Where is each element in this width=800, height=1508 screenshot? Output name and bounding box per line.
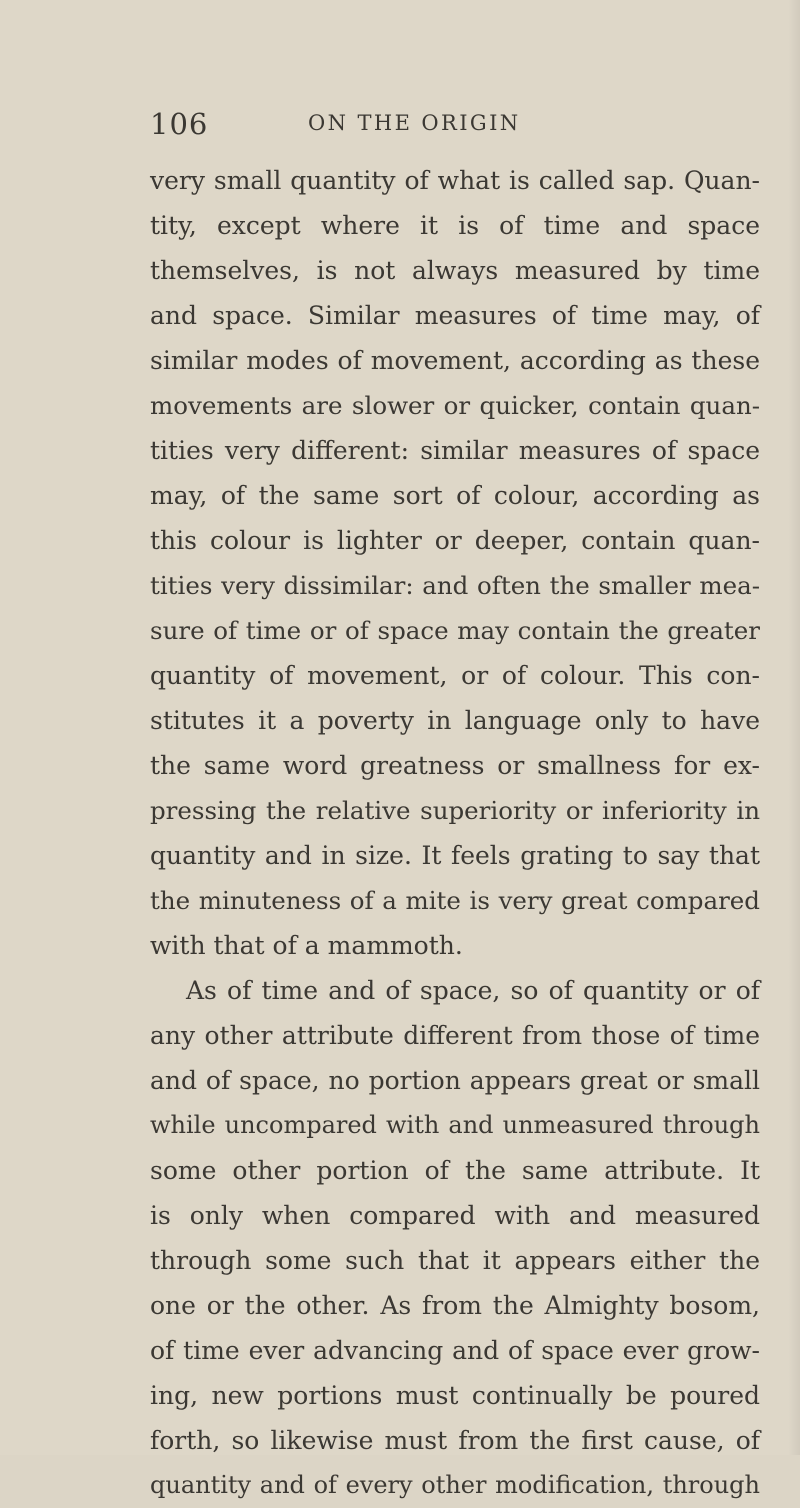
text-line: similar modes of movement, according as these (150, 346, 760, 375)
text-line: tities very dissimilar: and often the smaller mea- (150, 571, 760, 600)
running-head (150, 107, 760, 147)
page-edge-shadow (788, 0, 800, 1455)
text-line: is only when compared with and measured (150, 1201, 760, 1230)
text-line: any other attribute different from those of time (150, 1021, 760, 1050)
text-line: tity, except where it is of time and space (150, 211, 760, 240)
text-line: forth, so likewise must from the first cause, of (150, 1426, 760, 1455)
text-line: quantity and in size. It feels grating to say that (150, 841, 760, 870)
text-line: one or the other. As from the Almighty bosom, (150, 1291, 760, 1320)
text-line: movements are slower or quicker, contain quan- (150, 391, 760, 420)
text-line: and space. Similar measures of time may, of (150, 301, 760, 330)
text-line: very small quantity of what is called sap. Quan- (150, 166, 760, 195)
text-line: and of space, no portion appears great or small (150, 1066, 760, 1095)
text-line: the minuteness of a mite is very great compared (150, 886, 760, 915)
page-number: 106 (150, 107, 209, 141)
text-line: tities very different: similar measures of space (150, 436, 760, 465)
text-line: quantity of movement, or of colour. This con- (150, 661, 760, 690)
text-line: may, of the same sort of colour, according as (150, 481, 760, 510)
text-line: this colour is lighter or deeper, contain quan- (150, 526, 760, 555)
text-line: themselves, is not always measured by time (150, 256, 760, 285)
text-line: quantity and of every other modification, through (150, 1471, 760, 1499)
paragraph-first-line: As of time and of space, so of quantity or of (186, 976, 760, 1005)
text-line: pressing the relative superiority or inferiority in (150, 796, 760, 825)
text-line: ing, new portions must continually be poured (150, 1381, 760, 1410)
running-title: ON THE ORIGIN (308, 111, 521, 135)
text-line: sure of time or of space may contain the greater (150, 616, 760, 645)
text-line: while uncompared with and unmeasured through (150, 1111, 760, 1139)
text-line: of time ever advancing and of space ever grow- (150, 1336, 760, 1365)
text-line: through some such that it appears either the (150, 1246, 760, 1275)
body-text (150, 158, 760, 1508)
paragraph-end-line: with that of a mammoth. (150, 931, 463, 960)
text-line: the same word greatness or smallness for ex- (150, 751, 760, 780)
text-line: some other portion of the same attribute. It (150, 1156, 760, 1185)
text-line: stitutes it a poverty in language only to have (150, 706, 760, 735)
